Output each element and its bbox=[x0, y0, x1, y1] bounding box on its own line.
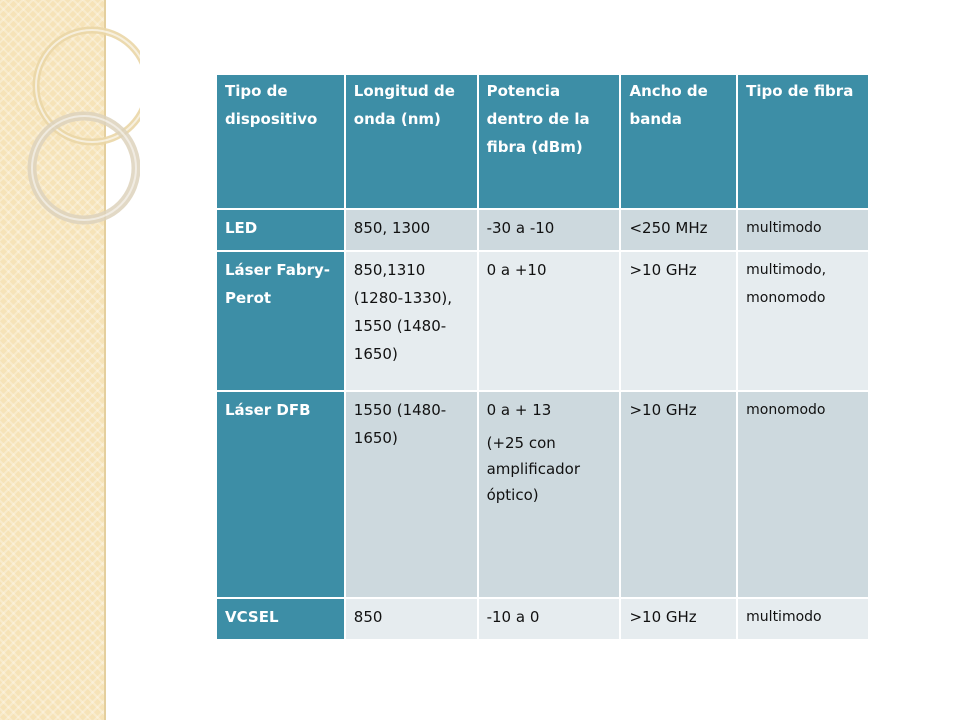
cell-device: Láser DFB bbox=[217, 392, 344, 597]
table-row-led bbox=[217, 210, 868, 250]
table-row-fabry-perot bbox=[217, 252, 868, 390]
cell-wavelength: 1550 (1480-1650) bbox=[346, 392, 477, 597]
header-wavelength: Longitud de onda (nm) bbox=[346, 75, 477, 208]
cell-fiber: multimodo bbox=[738, 210, 868, 250]
cell-device: LED bbox=[217, 210, 344, 250]
table-header-row bbox=[217, 75, 868, 208]
cell-power: 0 a + 13 bbox=[486, 401, 552, 419]
cell-device: Láser Fabry-Perot bbox=[217, 252, 344, 390]
cell-power: 0 a +10 bbox=[479, 252, 620, 390]
table-row-vcsel bbox=[217, 599, 868, 639]
header-fiber-type: Tipo de fibra bbox=[738, 75, 868, 208]
cell-wavelength: 850,1310 (1280-1330), 1550 (1480-1650) bbox=[346, 252, 477, 390]
cell-bandwidth: >10 GHz bbox=[621, 252, 736, 390]
cell-power-group bbox=[479, 392, 620, 597]
cell-bandwidth: >10 GHz bbox=[621, 392, 736, 597]
cell-bandwidth: <250 MHz bbox=[621, 210, 736, 250]
header-bandwidth: Ancho de banda bbox=[621, 75, 736, 208]
cell-bandwidth: >10 GHz bbox=[621, 599, 736, 639]
cell-power: -10 a 0 bbox=[479, 599, 620, 639]
optical-sources-table bbox=[215, 73, 870, 641]
cell-power-note: (+25 con amplificador óptico) bbox=[486, 434, 581, 504]
cell-fiber: multimodo, monomodo bbox=[738, 252, 868, 390]
cell-fiber: multimodo bbox=[738, 599, 868, 639]
cell-power: -30 a -10 bbox=[479, 210, 620, 250]
header-power: Potencia dentro de la fibra (dBm) bbox=[479, 75, 620, 208]
cell-device: VCSEL bbox=[217, 599, 344, 639]
cell-wavelength: 850 bbox=[346, 599, 477, 639]
header-device-type: Tipo de dispositivo bbox=[217, 75, 344, 208]
decorative-rings bbox=[0, 0, 140, 260]
cell-wavelength: 850, 1300 bbox=[346, 210, 477, 250]
table-row-dfb bbox=[217, 392, 868, 597]
cell-fiber: monomodo bbox=[738, 392, 868, 597]
